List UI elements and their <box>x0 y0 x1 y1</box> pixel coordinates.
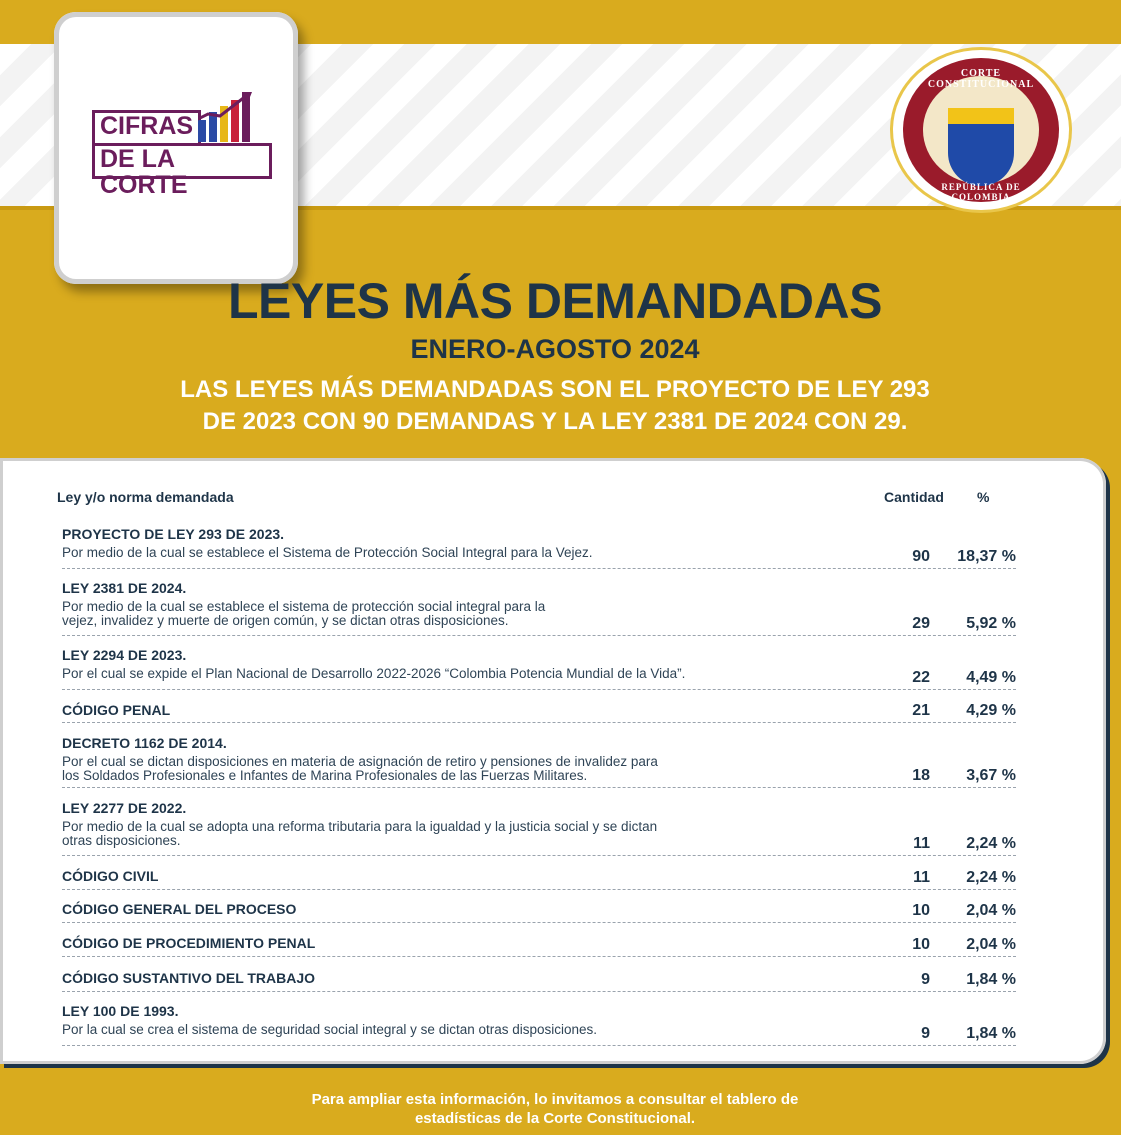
row-law-name: CÓDIGO PENAL <box>62 702 171 718</box>
footer-line2: estadísticas de la Corte Constitucional. <box>414 1110 696 1127</box>
row-quantity: 22 <box>912 669 930 686</box>
table-row <box>62 901 1016 923</box>
row-quantity: 10 <box>912 902 930 919</box>
row-law-name: CÓDIGO GENERAL DEL PROCESO <box>62 901 297 917</box>
row-quantity: 11 <box>913 835 930 852</box>
row-description-line1: Por el cual se expide el Plan Nacional de Desarrollo 2022-2026 “Colombia Potencia Mundial de la Vida”. <box>62 666 686 681</box>
header-quantity: Cantidad <box>884 489 944 505</box>
row-law-name: PROYECTO DE LEY 293 DE 2023. <box>62 526 285 542</box>
table-row <box>62 800 1016 856</box>
row-quantity: 9 <box>921 1025 930 1042</box>
growth-chart-icon <box>198 90 268 142</box>
header-law-name: Ley y/o norma demandada <box>57 489 234 505</box>
seal-bottom-text: REPÚBLICA DE COLOMBIA <box>941 182 1021 202</box>
summary-line1: LAS LEYES MÁS DEMANDADAS SON EL PROYECTO DE LEY 293 <box>180 376 930 403</box>
summary-text <box>100 374 1010 438</box>
row-quantity: 9 <box>921 971 930 988</box>
row-percent: 5,92 % <box>966 615 1016 632</box>
row-quantity: 10 <box>912 936 930 953</box>
header-percent: % <box>977 489 990 505</box>
row-law-name: LEY 2381 DE 2024. <box>62 580 187 596</box>
row-quantity: 29 <box>912 615 930 632</box>
row-law-name: CÓDIGO CIVIL <box>62 868 159 884</box>
table-row <box>62 702 1016 723</box>
logo-line2: DE LA CORTE <box>92 143 272 179</box>
row-law-name: LEY 2277 DE 2022. <box>62 800 187 816</box>
row-law-name: CÓDIGO DE PROCEDIMIENTO PENAL <box>62 935 316 951</box>
row-description-line2: otras disposiciones. <box>62 833 181 848</box>
logo-line1: CIFRAS <box>92 110 201 146</box>
row-percent: 2,04 % <box>966 902 1016 919</box>
table-row <box>62 868 1016 890</box>
table-row <box>62 647 1016 690</box>
row-description-line1: Por medio de la cual se adopta una reforma tributaria para la igualdad y la justicia social y se dictan <box>62 819 658 834</box>
row-law-name: LEY 2294 DE 2023. <box>62 647 187 663</box>
table-row <box>62 526 1016 569</box>
row-description-line1: Por la cual se crea el sistema de seguridad social integral y se dictan otras disposiciones. <box>62 1022 598 1037</box>
table-row <box>62 970 1016 992</box>
table-row <box>62 935 1016 957</box>
row-percent: 2,24 % <box>966 869 1016 886</box>
row-percent: 1,84 % <box>966 971 1016 988</box>
row-quantity: 90 <box>912 548 930 565</box>
row-description-line1: Por medio de la cual se establece el sistema de protección social integral para la <box>62 599 546 614</box>
row-percent: 2,24 % <box>966 835 1016 852</box>
table-row <box>62 735 1016 788</box>
row-percent: 1,84 % <box>966 1025 1016 1042</box>
row-description-line1: Por medio de la cual se establece el Sistema de Protección Social Integral para la Vejez. <box>62 545 593 560</box>
row-law-name: DECRETO 1162 DE 2014. <box>62 735 227 751</box>
row-percent: 4,49 % <box>966 669 1016 686</box>
row-law-name: CÓDIGO SUSTANTIVO DEL TRABAJO <box>62 970 316 986</box>
row-description-line2: vejez, invalidez y muerte de origen común, y se dictan otras disposiciones. <box>62 613 509 628</box>
row-description-line1: Por el cual se dictan disposiciones en materia de asignación de retiro y pensiones de invalidez para <box>62 754 658 769</box>
footer-note <box>200 1090 910 1128</box>
row-quantity: 11 <box>913 869 930 886</box>
coat-of-arms-icon <box>948 108 1014 186</box>
page-title: LEYES MÁS DEMANDADAS <box>228 273 882 329</box>
row-percent: 4,29 % <box>966 702 1016 719</box>
row-percent: 3,67 % <box>966 767 1016 784</box>
footer-line1: Para ampliar esta información, lo invitamos a consultar el tablero de <box>311 1091 799 1108</box>
cifras-de-la-corte-logo <box>92 110 272 199</box>
row-description-line2: los Soldados Profesionales e Infantes de Marina Profesionales de las Fuerzas Militares. <box>62 768 588 783</box>
table-row <box>62 1003 1016 1046</box>
row-quantity: 21 <box>912 702 930 719</box>
row-law-name: LEY 100 DE 1993. <box>62 1003 179 1019</box>
seal-top-text: CORTE CONSTITUCIONAL <box>927 68 1035 90</box>
row-percent: 18,37 % <box>957 548 1016 565</box>
page-subtitle: ENERO-AGOSTO 2024 <box>410 334 700 364</box>
row-quantity: 18 <box>912 767 930 784</box>
corte-constitucional-seal <box>893 50 1069 210</box>
row-percent: 2,04 % <box>966 936 1016 953</box>
summary-line2: DE 2023 CON 90 DEMANDAS Y LA LEY 2381 DE 2024 CON 29. <box>202 408 908 435</box>
table-row <box>62 580 1016 636</box>
